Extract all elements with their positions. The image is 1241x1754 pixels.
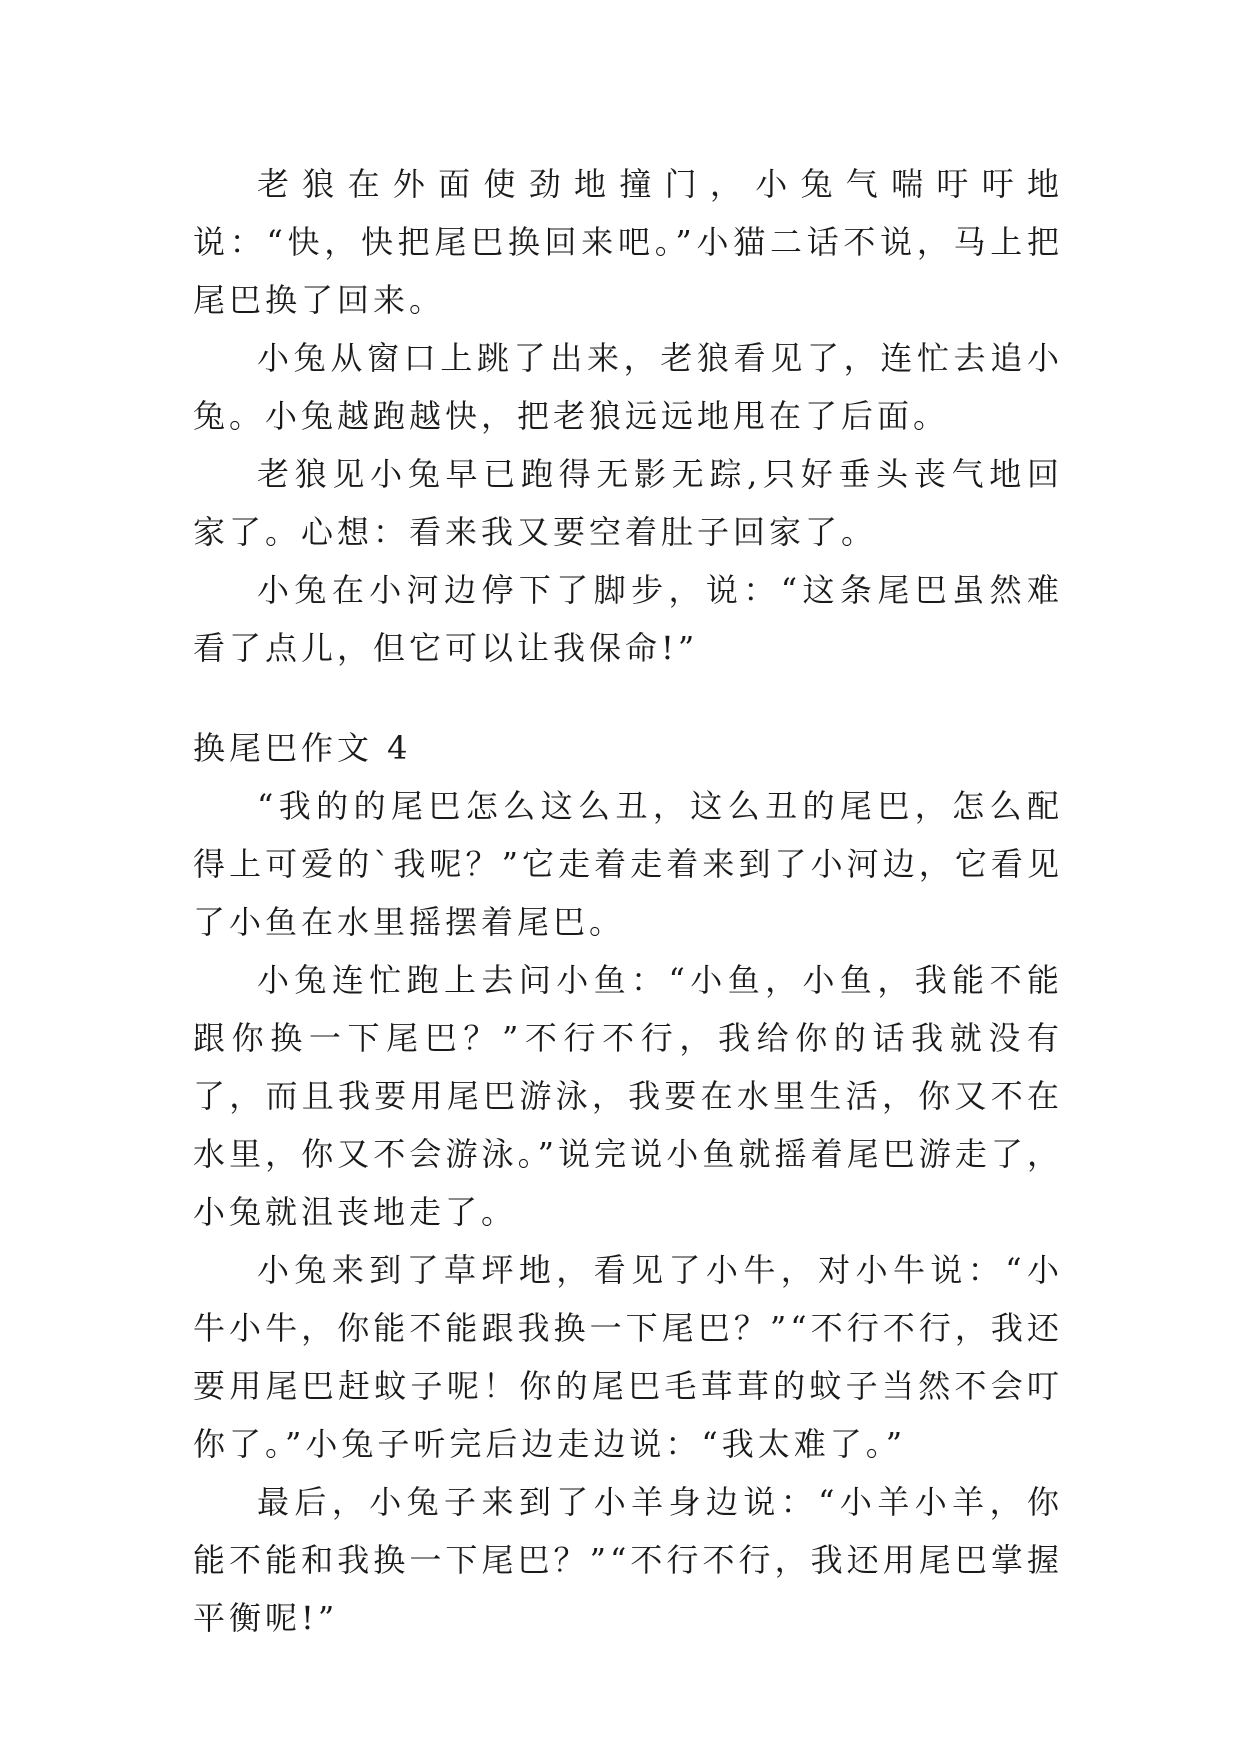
paragraph: 小兔从窗口上跳了出来，老狼看见了，连忙去追小兔。小兔越跑越快，把老狼远远地甩在了后面。 bbox=[193, 339, 1063, 435]
document-body bbox=[193, 155, 1063, 1647]
paragraph: 小兔在小河边停下了脚步，说：“这条尾巴虽然难看了点儿，但它可以让我保命!” bbox=[193, 571, 1063, 667]
section-spacer bbox=[193, 677, 1063, 719]
paragraph: 最后，小兔子来到了小羊身边说：“小羊小羊，你能不能和我换一下尾巴？”“不行不行，我还用尾巴掌握平衡呢!” bbox=[193, 1483, 1063, 1637]
paragraph: 小兔连忙跑上去问小鱼：“小鱼，小鱼，我能不能跟你换一下尾巴？”不行不行，我给你的话我就没有了，而且我要用尾巴游泳，我要在水里生活，你又不在水里，你又不会游泳。”说完说小鱼就摇着尾巴游走了，小兔就沮丧地走了。 bbox=[193, 961, 1063, 1231]
section-title: 换尾巴作文 4 bbox=[193, 729, 412, 767]
paragraph: “我的的尾巴怎么这么丑，这么丑的尾巴，怎么配得上可爱的`我呢？”它走着走着来到了小河边，它看见了小鱼在水里摇摆着尾巴。 bbox=[193, 787, 1063, 941]
paragraph: 小兔来到了草坪地，看见了小牛，对小牛说：“小牛小牛，你能不能跟我换一下尾巴？”“不行不行，我还要用尾巴赶蚊子呢！你的尾巴毛茸茸的蚊子当然不会叮你了。”小兔子听完后边走边说：“我太难了。” bbox=[193, 1251, 1063, 1463]
paragraph: 老狼见小兔早已跑得无影无踪,只好垂头丧气地回家了。心想：看来我又要空着肚子回家了。 bbox=[193, 455, 1063, 551]
paragraph: 老狼在外面使劲地撞门，小兔气喘吁吁地说：“快，快把尾巴换回来吧。”小猫二话不说，马上把尾巴换了回来。 bbox=[193, 165, 1063, 319]
